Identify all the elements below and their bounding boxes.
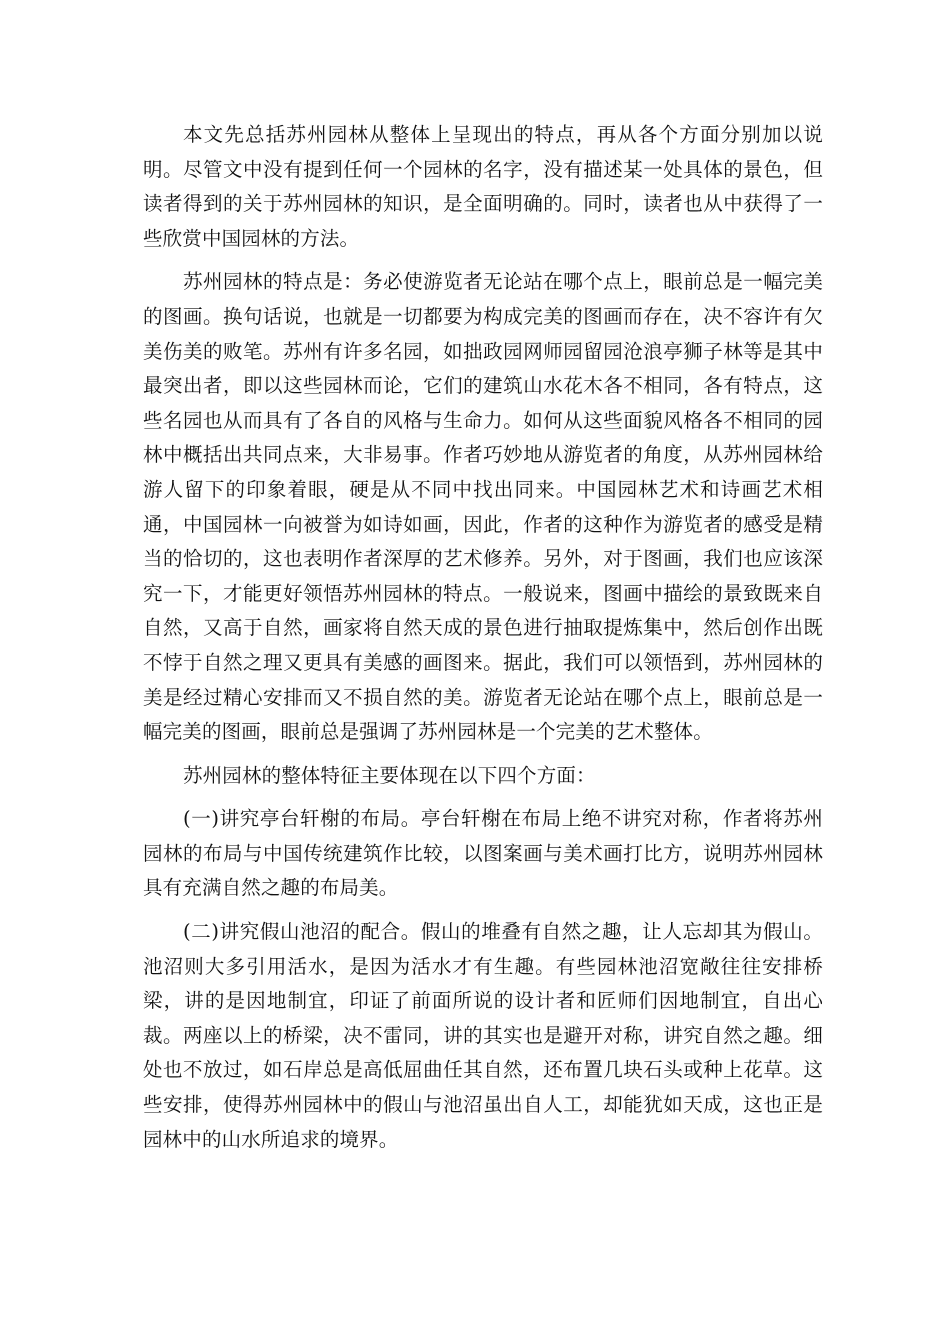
paragraph-intro: 本文先总括苏州园林从整体上呈现出的特点，再从各个方面分别加以说明。尽管文中没有提到任何一个园林的名字，没有描述某一处具体的景色，但读者得到的关于苏州园林的知识，是全面明确的。同时，读者也从中获得了一些欣赏中国园林的方法。 bbox=[143, 123, 823, 250]
paragraph-aspect-one: (一)讲究亭台轩榭的布局。亭台轩榭在布局上绝不讲究对称，作者将苏州园林的布局与中国传统建筑作比较，以图案画与美术画打比方，说明苏州园林具有充满自然之趣的布局美。 bbox=[143, 807, 823, 900]
paragraph-aspect-two: (二)讲究假山池沼的配合。假山的堆叠有自然之趣，让人忘却其为假山。池沼则大多引用活水，是因为活水才有生趣。有些园林池沼宽敞往往安排桥梁，讲的是因地制宜，印证了前面所说的设计者和匠师们因地制宜，自出心裁。两座以上的桥梁，决不雷同，讲的其实也是避开对称，讲究自然之趣。细处也不放过，如石岸总是高低屈曲任其自然，还布置几块石头或种上花草。这些安排，使得苏州园林中的假山与池沼虽出自人工，却能犹如天成，这也正是园林中的山水所追求的境界。 bbox=[143, 920, 823, 1151]
document-body bbox=[143, 118, 823, 1166]
paragraph-four-aspects: 苏州园林的整体特征主要体现在以下四个方面： bbox=[183, 763, 596, 787]
paragraph-features: 苏州园林的特点是：务必使游览者无论站在哪个点上，眼前总是一幅完美的图画。换句话说，也就是一切都要为构成完美的图画而存在，决不容许有欠美伤美的败笔。苏州有许多名园，如拙政园网师园留园沧浪亭狮子林等是其中最突出者，即以这些园林而论，它们的建筑山水花木各不相同，各有特点，这些名园也从而具有了各自的风格与生命力。如何从这些面貌风格各不相同的园林中概括出共同点来，大非易事。作者巧妙地从游览者的角度，从苏州园林给游人留下的印象着眼，硬是从不同中找出同来。中国园林艺术和诗画艺术相通，中国园林一向被誉为如诗如画，因此，作者的这种作为游览者的感受是精当的恰切的，这也表明作者深厚的艺术修养。另外，对于图画，我们也应该深究一下，才能更好领悟苏州园林的特点。一般说来，图画中描绘的景致既来自自然，又高于自然，画家将自然天成的景色进行抽取提炼集中，然后创作出既不悖于自然之理又更具有美感的画图来。据此，我们可以领悟到，苏州园林的美是经过精心安排而又不损自然的美。游览者无论站在哪个点上，眼前总是一幅完美的图画，眼前总是强调了苏州园林是一个完美的艺术整体。 bbox=[143, 270, 823, 744]
